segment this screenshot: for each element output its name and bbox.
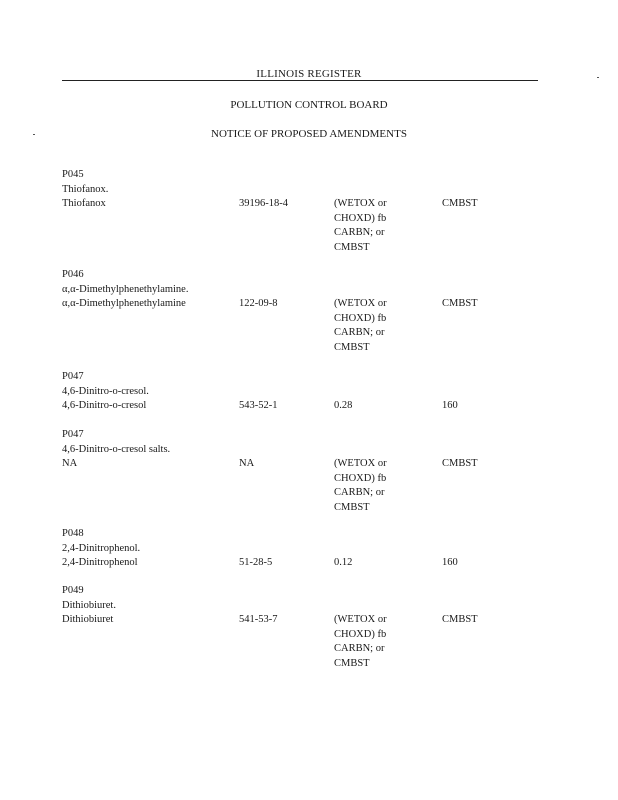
waste-entry — [62, 168, 542, 253]
wastewater-standard — [334, 556, 414, 571]
waste-code: P047 — [62, 371, 84, 382]
constituent-name: Dithiobiuret — [62, 614, 114, 625]
waste-name: 4,6-Dinitro-o-cresol. — [62, 385, 149, 397]
waste-entry — [62, 268, 542, 353]
waste-code: P046 — [62, 269, 84, 280]
wastewater-standard — [334, 457, 414, 515]
constituent-name: NA — [62, 458, 78, 469]
wastewater-standard — [334, 613, 414, 671]
wastewater-line: CARBN; or — [334, 643, 385, 654]
constituent-name: 4,6-Dinitro-o-cresol — [62, 400, 147, 411]
nonwastewater-standard: 160 — [442, 400, 458, 411]
constituent-name: α,α-Dimethylphenethylamine — [62, 298, 186, 309]
wastewater-line: CMBST — [334, 501, 370, 513]
waste-code: P048 — [62, 528, 84, 539]
waste-name: Thiofanox. — [62, 183, 109, 195]
waste-code: P047 — [62, 429, 84, 440]
wastewater-line: (WETOX or — [334, 458, 387, 469]
waste-code: P045 — [62, 169, 84, 180]
wastewater-line: CHOXD) fb — [334, 628, 387, 640]
notice-title: NOTICE OF PROPOSED AMENDMENTS — [211, 128, 407, 140]
waste-name: 4,6-Dinitro-o-cresol salts. — [62, 443, 171, 455]
waste-entry — [62, 370, 542, 414]
wastewater-line: (WETOX or — [334, 614, 387, 625]
wastewater-line: CARBN; or — [334, 487, 385, 498]
cas-number: 122-09-8 — [239, 298, 278, 309]
wastewater-standard — [334, 297, 414, 355]
wastewater-line: (WETOX or — [334, 198, 387, 209]
wastewater-line: 0.28 — [334, 400, 353, 411]
register-title: ILLINOIS REGISTER — [256, 68, 362, 80]
waste-name: 2,4-Dinitrophenol. — [62, 542, 141, 554]
wastewater-line: (WETOX or — [334, 298, 387, 309]
waste-name: Dithiobiuret. — [62, 599, 116, 611]
board-title: POLLUTION CONTROL BOARD — [230, 99, 388, 111]
cas-number: 51-28-5 — [239, 557, 273, 568]
nonwastewater-standard: CMBST — [442, 298, 478, 309]
wastewater-line: CMBST — [334, 341, 370, 353]
scan-speck — [33, 134, 35, 135]
nonwastewater-standard: 160 — [442, 557, 458, 568]
constituent-name: 2,4-Dinitrophenol — [62, 557, 138, 568]
wastewater-line: 0.12 — [334, 557, 353, 568]
wastewater-line: CARBN; or — [334, 327, 385, 338]
wastewater-line: CMBST — [334, 657, 370, 669]
cas-number: 39196-18-4 — [239, 198, 288, 209]
waste-entry — [62, 428, 542, 513]
constituent-name: Thiofanox — [62, 198, 106, 209]
cas-number: 541-53-7 — [239, 614, 278, 625]
waste-entry — [62, 527, 542, 571]
wastewater-standard — [334, 399, 414, 414]
wastewater-line: CARBN; or — [334, 227, 385, 238]
nonwastewater-standard: CMBST — [442, 614, 478, 625]
wastewater-line: CHOXD) fb — [334, 472, 387, 484]
nonwastewater-standard: CMBST — [442, 198, 478, 209]
nonwastewater-standard: CMBST — [442, 458, 478, 469]
cas-number: 543-52-1 — [239, 400, 278, 411]
cas-number: NA — [239, 458, 255, 469]
wastewater-standard — [334, 197, 414, 255]
waste-code: P049 — [62, 585, 84, 596]
wastewater-line: CHOXD) fb — [334, 212, 387, 224]
wastewater-line: CHOXD) fb — [334, 312, 387, 324]
scan-speck — [597, 77, 599, 78]
header-rule — [62, 80, 538, 81]
wastewater-line: CMBST — [334, 241, 370, 253]
waste-name: α,α-Dimethylphenethylamine. — [62, 283, 189, 295]
waste-entry — [62, 584, 542, 669]
